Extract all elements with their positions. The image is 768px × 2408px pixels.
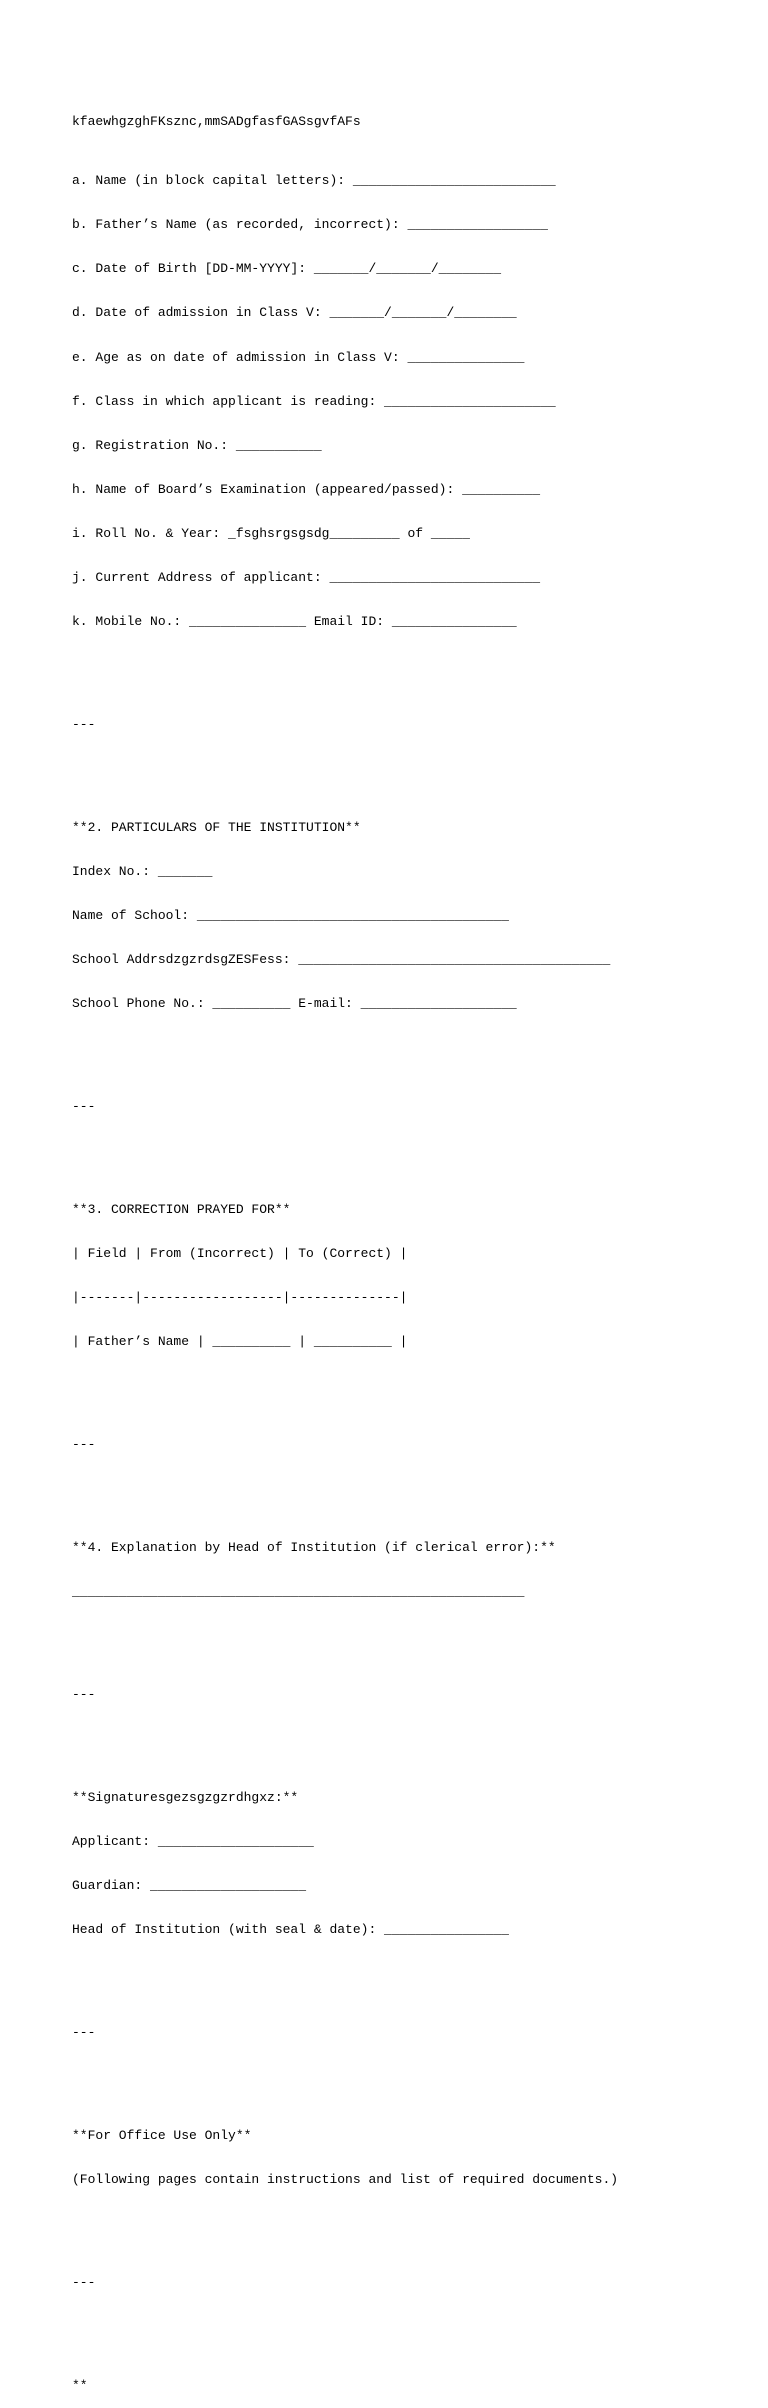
- spacer: [72, 2320, 752, 2335]
- spacer: [72, 2070, 752, 2085]
- signatures-heading: **Signaturesgezsgzgzrdhgxz:**: [72, 1790, 299, 1806]
- spacer: [72, 1982, 752, 1997]
- trailing-marker: **: [72, 2377, 88, 2393]
- spacer: [72, 1644, 752, 1659]
- section2-school-name: Name of School: ________________________________________: [72, 908, 509, 924]
- spacer: [72, 1482, 752, 1497]
- section3-heading: **3. CORRECTION PRAYED FOR**: [72, 1202, 291, 1218]
- divider-3: ---: [72, 1437, 96, 1453]
- section1-item-a: a. Name (in block capital letters): __________________________: [72, 173, 556, 189]
- section1-item-d: d. Date of admission in Class V: _______/_______/________: [72, 305, 517, 321]
- section1-item-c: c. Date of Birth [DD-MM-YYYY]: _______/_______/________: [72, 261, 502, 277]
- divider-4: ---: [72, 1687, 96, 1703]
- section1-item-b: b. Father’s Name (as recorded, incorrect): __________________: [72, 217, 548, 233]
- section2-phone-email: School Phone No.: __________ E-mail: ____________________: [72, 996, 517, 1012]
- spacer: [72, 2232, 752, 2247]
- spacer: [72, 1732, 752, 1747]
- section1-item-i: i. Roll No. & Year: _fsghsrgsgsdg_________ of _____: [72, 525, 470, 541]
- spacer: [72, 1394, 752, 1409]
- section1-item-h: h. Name of Board’s Examination (appeared/passed): __________: [72, 481, 541, 497]
- section1-item-k: k. Mobile No.: _______________ Email ID: ________________: [72, 614, 517, 630]
- divider-6: ---: [72, 2275, 96, 2291]
- header-line: kfaewhgzghFKsznc,mmSADgfasfGASsgvfAFs: [72, 114, 361, 130]
- divider-5: ---: [72, 2025, 96, 2041]
- section1-item-j: j. Current Address of applicant: ___________________________: [72, 570, 541, 586]
- signature-applicant: Applicant: ____________________: [72, 1834, 314, 1850]
- section1-item-g: g. Registration No.: ___________: [72, 437, 322, 453]
- table-header-row: | Field | From (Incorrect) | To (Correct) |: [72, 1246, 408, 1262]
- office-use-heading: **For Office Use Only**: [72, 2128, 252, 2144]
- form-document: [72, 86, 752, 2408]
- section4-heading: **4. Explanation by Head of Institution (if clerical error):**: [72, 1540, 556, 1556]
- table-separator-row: |-------|------------------|--------------|: [72, 1290, 408, 1306]
- divider-1: ---: [72, 717, 96, 733]
- section1-item-e: e. Age as on date of admission in Class V: _______________: [72, 349, 525, 365]
- section1-item-f: f. Class in which applicant is reading: ______________________: [72, 393, 556, 409]
- spacer: [72, 762, 752, 777]
- office-use-note: (Following pages contain instructions and list of required documents.): [72, 2172, 619, 2188]
- signature-guardian: Guardian: ____________________: [72, 1878, 307, 1894]
- section4-blank-line: __________________________________________________________: [72, 1584, 525, 1600]
- section2-school-address: School AddrsdzgzrdsgZESFess: ________________________________________: [72, 952, 611, 968]
- spacer: [72, 1144, 752, 1159]
- table-row: | Father’s Name | __________ | __________ |: [72, 1334, 408, 1350]
- spacer: [72, 674, 752, 689]
- section2-heading: **2. PARTICULARS OF THE INSTITUTION**: [72, 819, 361, 835]
- divider-2: ---: [72, 1099, 96, 1115]
- spacer: [72, 1056, 752, 1071]
- section2-index-no: Index No.: _______: [72, 864, 213, 880]
- signature-head: Head of Institution (with seal & date): ________________: [72, 1922, 509, 1938]
